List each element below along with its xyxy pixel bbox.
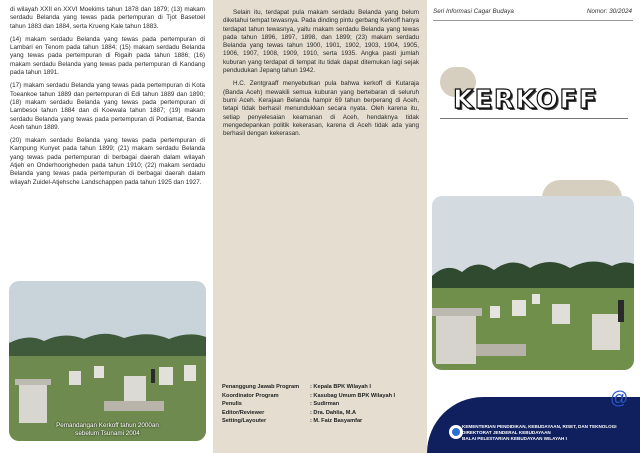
credits-block bbox=[222, 383, 422, 426]
page-title: KERKOFF bbox=[453, 85, 599, 115]
footer-line: DIREKTORAT JENDERAL KEBUDAYAAN bbox=[462, 430, 551, 435]
cemetery-photo-right bbox=[432, 196, 634, 370]
footer-line: BALAI PELESTARIAN KEBUDAYAAN WILAYAH I bbox=[462, 436, 567, 441]
credit-value: : Kepala BPK Wilayah I bbox=[310, 384, 371, 390]
cemetery-photo-left bbox=[9, 281, 206, 441]
credit-row bbox=[222, 409, 422, 418]
paragraph: (14) makam serdadu Belanda yang tewas pada pertempuran di Lambari en Tenom pada tahun 1884; (15) makam serdadu Belanda yang tewas pada pertempuran di Rigaih pada tahun 1886; (16) makam serdadu Belanda yang tewas pada pertempuran di Kandang pada tahun 1891. bbox=[10, 35, 205, 77]
credit-row bbox=[222, 400, 422, 409]
title-underline bbox=[440, 118, 628, 119]
paragraph: (17) makam serdadu Belanda yang tewas pada pertempuran di Kota Toeankoe tahun 1889 dan pertempuran di Edi tahun 1889 dan 1890; (18) makam serdadu Belanda yang tewas pada pertempuran di Lambesoi tahun 1884 dan di Koewala tahun 1887; (19) makam serdadu Belanda yang tewas pada pertempuran di Podiamat, Banda Aceh tahun 1889. bbox=[10, 82, 205, 131]
issue-number: Nomor: 30/2024 bbox=[586, 8, 632, 15]
ministry-logo-icon bbox=[449, 425, 463, 439]
divider bbox=[433, 20, 633, 21]
credit-value: : Kasubag Umum BPK Wilayah I bbox=[310, 392, 396, 399]
caption-line: sebelum Tsunami 2004 bbox=[75, 430, 140, 437]
credit-value: : Dra. Dahlia, M.A bbox=[310, 409, 357, 416]
credit-value: : Sudirman bbox=[310, 401, 340, 408]
credit-label: Editor/Reviewer bbox=[222, 409, 265, 416]
photo-caption bbox=[9, 422, 206, 438]
series-label: Seri Informasi Cagar Budaya bbox=[433, 8, 514, 15]
credit-label: Koordinator Program bbox=[222, 392, 279, 399]
caption-line: Pemandangan Kerkoff tahun 2000an bbox=[56, 422, 159, 429]
credit-row bbox=[222, 417, 422, 426]
paragraph: di wilayah XXII en XXVI Moekims tahun 1878 dan 1879; (13) makam serdadu Belanda yang tewas pada pertempuran di Tjot Basetoel tahun 1883 dan 1884, serta Krueng Kale tahun 1883. bbox=[10, 6, 205, 30]
credit-row bbox=[222, 383, 422, 392]
paragraph: Selain itu, terdapat pula makam serdadu Belanda yang belum diketahui tempat tewasnya. Pada dinding pintu gerbang Kerkoff hanya terdapat tahun tewasnya, yaitu makam serdadu Belanda yang tewas pada tahun 1896, 1897, 1898, dan 1899; (23) makam serdadu Belanda yang tewas tahun 1900, 1901, 1902, 1903, 1904, 1905, 1906, 1907, 1908, 1909, 1910, serta 1935. Angka pasti jumlah kuburan yang terdapat di tempat itu tidak dapat ditemukan lagi sejak pendudukan Jepang tahun 1942. bbox=[223, 9, 419, 75]
paragraph: (20) makam serdadu Belanda yang tewas pada pertempuran di Kampung Kunyet pada tahun 1899; (21) makam serdadu Belanda yang tewas pada pertempuran di berbagai daerah dalam wilayah Atjeh en Onderhoorigheden pada tahun 1910; (22) makam serdadu Belanda yang tewas pada pertempuran di berbagai daerah dalam wilayah Zuidel-Atjehsche Landschappen pada tahun 1925 dan 1927. bbox=[10, 137, 205, 186]
credit-value: : M. Faiz Basyamfar bbox=[310, 418, 363, 425]
credit-row bbox=[222, 392, 422, 401]
footer-line: KEMENTERIAN PENDIDIKAN, KEBUDAYAAN, RISET, DAN TEKNOLOGI bbox=[462, 424, 617, 429]
credit-label: Penulis bbox=[222, 401, 242, 408]
credit-label: Penanggung Jawab Program bbox=[222, 384, 300, 390]
paragraph: H.C. Zentgraaff menyebutkan pula bahwa kerkoff di Kutaraja (Banda Aceh) mewakili semua kuburan yang bertebaran di seluruh bumi Aceh. Kerajaan Belanda hampir 69 tahun berperang di Aceh, tetapi tidak berhasil menundukkan secara nyata. Oleh karena itu, setiap penyelesaian keamanan di Aceh, hendaknya tidak mengedepankan politik kekerasan, karena di Aceh tidak ada yang berhasil dengan kekerasan. bbox=[223, 80, 419, 138]
ministry-text bbox=[462, 424, 638, 442]
credit-label: Setting/Layouter bbox=[222, 418, 267, 425]
swirl-logo-icon: @ bbox=[610, 388, 629, 408]
